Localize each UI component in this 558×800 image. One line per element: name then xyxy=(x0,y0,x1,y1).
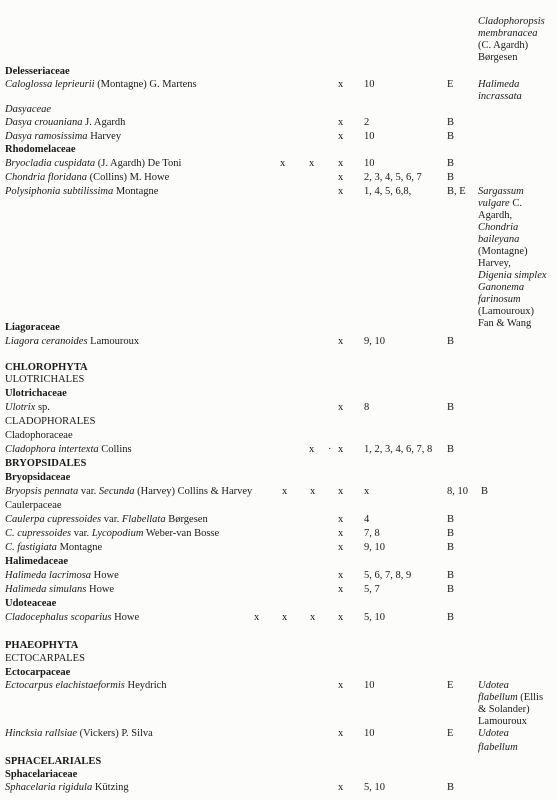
species-name: Caulerpa cupressoides var. Flabellata Børgesen xyxy=(5,514,208,525)
site-numbers: 5, 10 xyxy=(364,782,385,793)
division-heading: CHLOROPHYTA xyxy=(5,362,88,373)
species-name: Halimeda simulans Howe xyxy=(5,584,115,595)
habitat-code: B xyxy=(447,542,455,553)
habitat-code: B xyxy=(447,782,455,793)
note-line: Udotea xyxy=(478,728,509,739)
site-numbers: 10 xyxy=(364,728,375,739)
species-name: Cladocephalus scoparius Howe xyxy=(5,612,140,623)
note-line: Udotea xyxy=(478,680,509,691)
presence-mark: x xyxy=(310,486,316,497)
order-heading: CLADOPHORALES xyxy=(5,416,96,427)
family-heading: Dasyaceae xyxy=(5,104,52,115)
species-name: Ulotrix sp. xyxy=(5,402,50,413)
order-heading: BRYOPSIDALES xyxy=(5,458,87,469)
family-heading: Bryopsidaceae xyxy=(5,472,71,483)
site-numbers: 7, 8 xyxy=(364,528,380,539)
presence-mark: x xyxy=(338,172,344,183)
site-numbers: 10 xyxy=(364,79,375,90)
family-heading: Rhodomelaceae xyxy=(5,144,76,155)
site-numbers: 5, 10 xyxy=(364,612,385,623)
habitat-code: B xyxy=(447,172,455,183)
top-note-line: (C. Agardh) xyxy=(478,40,529,51)
habitat-code: B xyxy=(447,402,455,413)
presence-mark: x xyxy=(338,514,344,525)
habitat-code: E xyxy=(447,79,454,90)
division-heading: PHAEOPHYTA xyxy=(5,640,79,651)
species-name: Caloglossa leprieurii (Montagne) G. Martens xyxy=(5,79,197,90)
presence-mark: x xyxy=(338,158,344,169)
habitat-code: B xyxy=(447,570,455,581)
family-heading: Caulerpaceae xyxy=(5,500,62,511)
family-heading: Halimedaceae xyxy=(5,556,68,567)
top-note-line: Cladophoropsis xyxy=(478,16,545,27)
habitat-code: B xyxy=(447,528,455,539)
family-heading: Cladophoraceae xyxy=(5,430,73,441)
presence-mark: x xyxy=(338,486,344,497)
site-numbers: 10 xyxy=(364,680,375,691)
note-line: Fan & Wang xyxy=(478,318,532,329)
note-line: (Montagne) xyxy=(478,246,528,257)
family-heading: Udoteaceae xyxy=(5,598,57,609)
note-line: flabellum (Ellis xyxy=(478,692,544,703)
species-name: Ectocarpus elachistaeformis Heydrich xyxy=(5,680,167,691)
presence-mark: x xyxy=(338,584,344,595)
note-line: baileyana xyxy=(478,234,520,245)
site-numbers: 8, 10 xyxy=(447,486,468,497)
family-heading: Ectocarpaceae xyxy=(5,667,71,678)
site-numbers: 1, 2, 3, 4, 6, 7, 8 xyxy=(364,444,433,455)
note-line: Digenia simplex xyxy=(478,270,547,281)
site-numbers: 8 xyxy=(364,402,370,413)
site-numbers: 9, 10 xyxy=(364,542,385,553)
presence-mark: x xyxy=(280,158,286,169)
presence-mark: x xyxy=(338,79,344,90)
note-line: & Solander) xyxy=(478,704,530,715)
note-line: vulgare C. xyxy=(478,198,522,209)
family-heading: Sphacelariaceae xyxy=(5,769,78,780)
presence-mark: x xyxy=(364,486,370,497)
site-numbers: 4 xyxy=(364,514,370,525)
presence-mark: x xyxy=(338,336,344,347)
presence-mark: x xyxy=(282,486,288,497)
site-numbers: 5, 7 xyxy=(364,584,380,595)
presence-mark: x xyxy=(338,612,344,623)
presence-mark: x xyxy=(338,782,344,793)
presence-mark: x xyxy=(338,728,344,739)
note-line: Chondria xyxy=(478,222,519,233)
note-line: (Lamouroux) xyxy=(478,306,534,317)
species-name: Sphacelaria rigidula Kützing xyxy=(5,782,129,793)
site-numbers: 5, 6, 7, 8, 9 xyxy=(364,570,412,581)
presence-mark: x xyxy=(338,444,344,455)
note-line: Ganonema xyxy=(478,282,525,293)
species-name: Dasya ramosissima Harvey xyxy=(5,131,122,142)
habitat-code: B xyxy=(481,486,489,497)
presence-mark: x xyxy=(338,131,344,142)
top-note-line: Børgesen xyxy=(478,52,518,63)
presence-mark: x xyxy=(338,402,344,413)
habitat-code: E xyxy=(447,728,454,739)
family-heading: Liagoraceae xyxy=(5,322,60,333)
habitat-code: B xyxy=(447,584,455,595)
habitat-code: B xyxy=(447,117,455,128)
presence-mark: x xyxy=(309,158,315,169)
note-line: Sargassum xyxy=(478,186,524,197)
species-name: Liagora ceranoides Lamouroux xyxy=(5,336,140,347)
note-line: flabellum xyxy=(478,742,518,753)
presence-mark: x xyxy=(309,444,315,455)
note-line: farinosum xyxy=(478,294,521,305)
species-name: Chondria floridana (Collins) M. Howe xyxy=(5,172,170,183)
note-line: Agardh, xyxy=(478,210,513,221)
note-line: Lamouroux xyxy=(478,716,527,727)
note-line: Halimeda xyxy=(478,79,520,90)
presence-mark: x xyxy=(338,570,344,581)
top-note-line: membranacea xyxy=(478,28,538,39)
presence-mark: x xyxy=(338,528,344,539)
presence-mark: x xyxy=(338,680,344,691)
order-heading: SPHACELARIALES xyxy=(5,756,102,767)
presence-mark: · xyxy=(328,444,332,455)
species-name: Hincksia rallsiae (Vickers) P. Silva xyxy=(5,728,153,739)
site-numbers: 9, 10 xyxy=(364,336,385,347)
site-numbers: 2 xyxy=(364,117,370,128)
site-numbers: 1, 4, 5, 6,8, xyxy=(364,186,412,197)
species-name: C. fastigiata Montagne xyxy=(5,542,103,553)
note-line: incrassata xyxy=(478,91,522,102)
note-line: Harvey, xyxy=(478,258,511,269)
habitat-code: B xyxy=(447,514,455,525)
order-heading: ECTOCARPALES xyxy=(5,653,85,664)
presence-mark: x xyxy=(338,542,344,553)
habitat-code: B xyxy=(447,444,455,455)
species-name: Bryopsis pennata var. Secunda (Harvey) Collins & Harvey xyxy=(5,486,253,497)
species-name: Bryocladia cuspidata (J. Agardh) De Toni xyxy=(5,158,182,169)
site-numbers: 10 xyxy=(364,131,375,142)
order-heading: ULOTRICHALES xyxy=(5,374,85,385)
habitat-code: B xyxy=(447,612,455,623)
presence-mark: x xyxy=(338,186,344,197)
family-heading: Ulotrichaceae xyxy=(5,388,67,399)
species-name: Dasya crouaniana J. Agardh xyxy=(5,117,126,128)
presence-mark: x xyxy=(338,117,344,128)
family-heading: Delesseriaceae xyxy=(5,66,70,77)
presence-mark: x xyxy=(254,612,260,623)
site-numbers: 2, 3, 4, 5, 6, 7 xyxy=(364,172,422,183)
presence-mark: x xyxy=(282,612,288,623)
habitat-code: B xyxy=(447,336,455,347)
habitat-code: E xyxy=(447,680,454,691)
species-name: Cladophora intertexta Collins xyxy=(5,444,132,455)
presence-mark: x xyxy=(310,612,316,623)
habitat-code: B, E xyxy=(447,186,466,197)
species-name: Halimeda lacrimosa Howe xyxy=(5,570,119,581)
habitat-code: B xyxy=(447,131,455,142)
habitat-code: B xyxy=(447,158,455,169)
species-name: C. cupressoides var. Lycopodium Weber-van Bosse xyxy=(5,528,220,539)
species-name: Polysiphonia subtilissima Montagne xyxy=(5,186,159,197)
site-numbers: 10 xyxy=(364,158,375,169)
